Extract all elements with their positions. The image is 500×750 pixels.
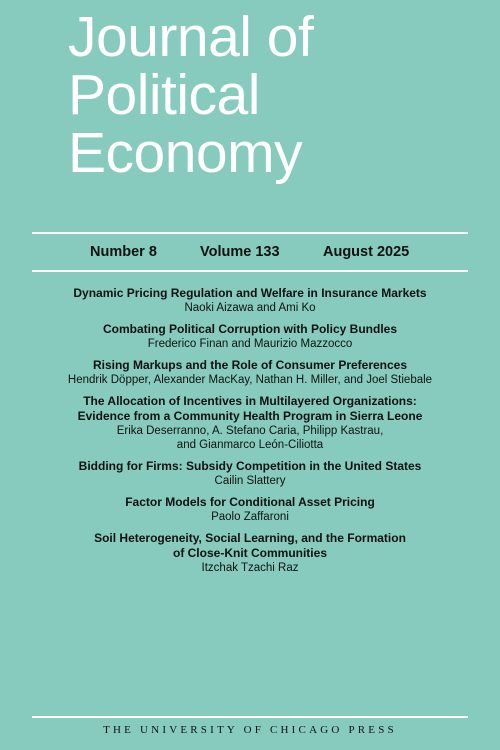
article-item (0, 394, 500, 452)
article-item (0, 286, 500, 315)
article-title: The Allocation of Incentives in Multilayered Organizations: Evidence from a Community Health Program in Sierra Leone (77, 394, 423, 423)
article-authors: Cailin Slattery (214, 475, 286, 487)
article-title: Combating Political Corruption with Policy Bundles (102, 322, 397, 336)
article-authors: Hendrik Döpper, Alexander MacKay, Nathan H. Miller, and Joel Stiebale (67, 374, 433, 386)
publisher-name: THE UNIVERSITY OF CHICAGO PRESS (103, 724, 397, 736)
article-item (0, 459, 500, 488)
issue-number: Number 8 (90, 244, 157, 260)
article-title: Rising Markups and the Role of Consumer Preferences (92, 358, 408, 372)
journal-title-line-3: Economy (68, 121, 303, 185)
article-title: Soil Heterogeneity, Social Learning, and the Formation of Close-Knit Communities (94, 531, 406, 560)
article-item (0, 322, 500, 351)
journal-title (68, 5, 314, 185)
article-title: Bidding for Firms: Subsidy Competition in the United States (78, 459, 422, 473)
article-authors: Erika Deserranno, A. Stefano Caria, Philipp Kastrau, and Gianmarco León-Ciliotta (116, 425, 384, 451)
top-divider (32, 232, 468, 234)
journal-title-line-2: Political (68, 63, 260, 127)
article-item (0, 495, 500, 524)
article-item (0, 531, 500, 575)
table-of-contents (0, 286, 500, 582)
article-authors: Naoki Aizawa and Ami Ko (184, 302, 316, 314)
issue-volume: Volume 133 (200, 244, 280, 260)
middle-divider (32, 270, 468, 272)
article-authors: Paolo Zaffaroni (211, 511, 289, 523)
article-item (0, 358, 500, 387)
article-authors: Itzchak Tzachi Raz (201, 562, 299, 574)
issue-info (0, 240, 500, 266)
bottom-divider (32, 716, 468, 718)
journal-title-line-1: Journal of (68, 5, 314, 69)
article-title: Factor Models for Conditional Asset Pricing (125, 495, 375, 509)
article-title: Dynamic Pricing Regulation and Welfare in Insurance Markets (73, 286, 427, 300)
issue-date: August 2025 (323, 244, 410, 260)
article-authors: Frederico Finan and Maurizio Mazzocco (147, 338, 353, 350)
